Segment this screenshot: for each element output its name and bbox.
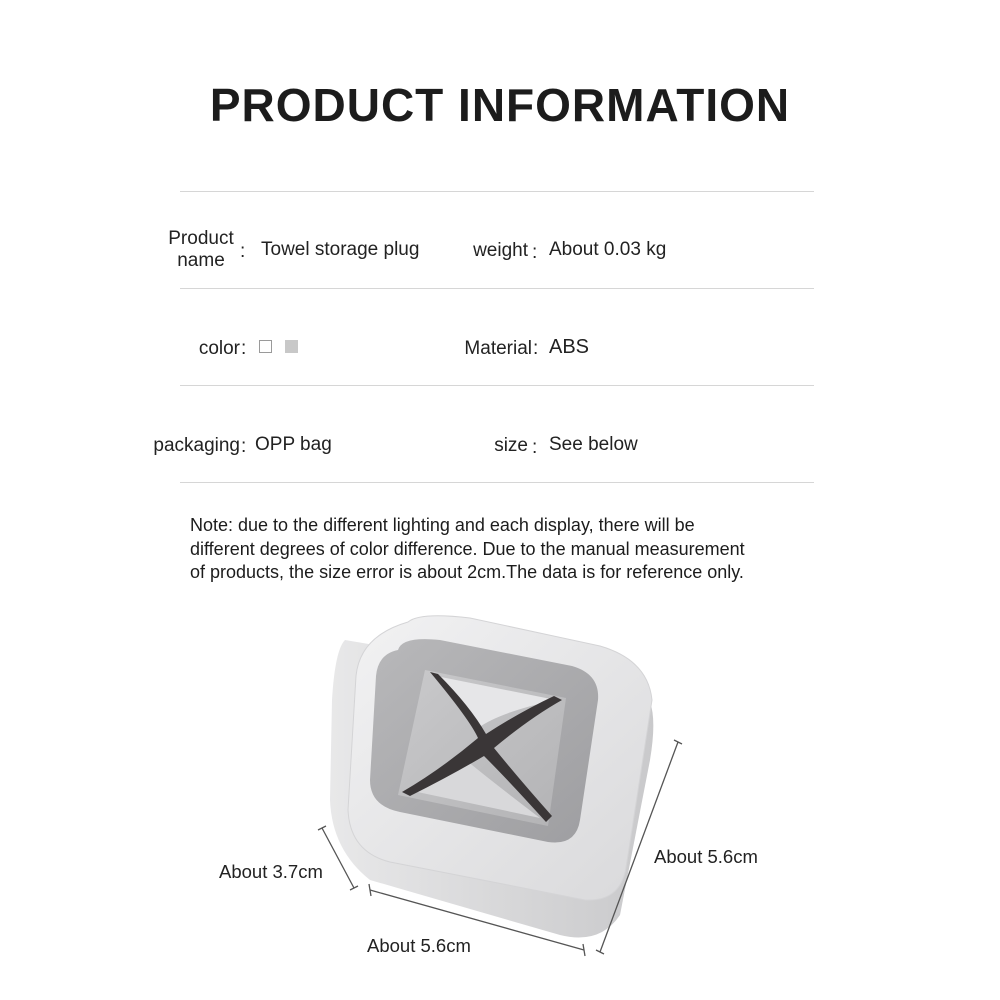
packaging-label: packaging: [153, 435, 240, 456]
note-line-3: of products, the size error is about 2cm.The data is for reference only.: [190, 562, 744, 582]
note-line-1: Note: due to the different lighting and each display, there will be: [190, 515, 695, 535]
note-line-2: different degrees of color difference. Due to the manual measurement: [190, 538, 745, 559]
size-colon: :: [532, 437, 538, 458]
material-label: Material: [464, 338, 532, 359]
material-value: ABS: [549, 336, 590, 358]
page-title: PRODUCT INFORMATION: [209, 79, 791, 131]
packaging-colon: :: [241, 436, 247, 457]
dimension-depth-label: About 3.7cm: [219, 861, 323, 882]
weight-colon: :: [532, 242, 538, 263]
dimension-width-label: About 5.6cm: [367, 935, 471, 956]
material-colon: :: [533, 338, 539, 359]
weight-value: About 0.03 kg: [549, 239, 667, 260]
product-name-colon: :: [240, 241, 246, 262]
product-name-label-line2: name: [177, 250, 225, 271]
color-colon: :: [241, 338, 247, 359]
color-label: color: [198, 338, 240, 359]
size-value: See below: [549, 434, 638, 455]
weight-label: weight: [473, 240, 528, 261]
size-label: size: [494, 435, 528, 456]
packaging-value: OPP bag: [255, 434, 332, 455]
dimension-height-label: About 5.6cm: [654, 846, 758, 867]
product-name-value: Towel storage plug: [261, 239, 420, 260]
product-name-label-line1: Product: [168, 228, 234, 249]
